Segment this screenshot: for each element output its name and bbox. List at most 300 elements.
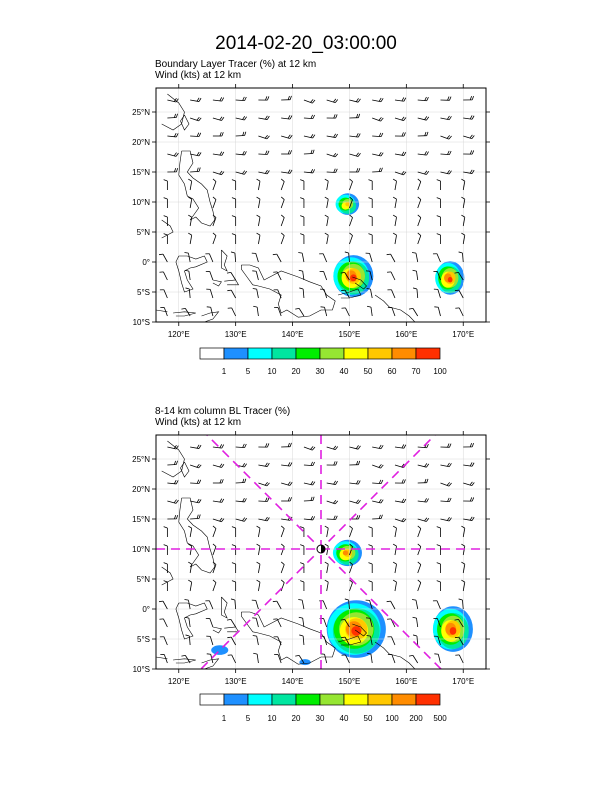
wind-barb (433, 254, 441, 262)
wind-barb (236, 498, 247, 502)
y-tick-label: 25°N (132, 455, 150, 464)
wind-barb (395, 479, 405, 483)
wind-barb (395, 117, 406, 121)
wind-barb (167, 133, 178, 137)
plume-layer (211, 540, 473, 665)
wind-barb (463, 443, 473, 447)
wind-barb (393, 526, 396, 537)
wind-barb (327, 500, 338, 504)
wind-barb (164, 180, 168, 190)
y-tick-label: 10°N (132, 545, 150, 554)
x-tick-label: 160°E (395, 677, 418, 686)
wind-barb (349, 580, 352, 591)
wind-barb (213, 479, 223, 483)
wind-barb (167, 168, 177, 172)
wind-barb (213, 179, 216, 190)
colorbar-box (200, 348, 224, 359)
wind-barb (327, 446, 338, 450)
wind-barb (304, 115, 315, 119)
wind-barb (258, 96, 268, 100)
wind-barb (281, 443, 291, 447)
wind-barb (304, 134, 315, 138)
wind-barb (325, 580, 328, 591)
wind-barb (327, 169, 338, 173)
wind-barb (281, 482, 292, 486)
wind-barbs (159, 96, 474, 316)
colorbar-box (320, 694, 344, 705)
wind-barb (160, 290, 168, 298)
wind-barb (167, 153, 178, 157)
wind-barb (213, 171, 224, 175)
wind-barb (295, 308, 304, 316)
wind-barb (393, 215, 396, 226)
wind-barb (349, 480, 360, 484)
y-tick-label: 20°N (132, 138, 150, 147)
wind-barb (281, 150, 291, 154)
coastline (213, 280, 222, 286)
wind-barb (213, 464, 224, 468)
wind-barb (227, 619, 236, 627)
wind-barb (440, 97, 451, 101)
wind-barb (440, 151, 451, 155)
wind-barb (213, 117, 224, 121)
wind-barb (463, 482, 474, 486)
wind-barb (304, 516, 315, 520)
wind-barb (325, 197, 328, 208)
wind-barb (257, 197, 260, 208)
wind-barb (349, 168, 359, 172)
wind-barb (253, 653, 258, 663)
colorbar-label: 200 (409, 714, 423, 723)
x-tick-label: 140°E (281, 677, 304, 686)
colorbar-box (296, 348, 320, 359)
plume-level (343, 550, 348, 555)
wind-barb (184, 252, 190, 262)
wind-barb (281, 197, 284, 208)
wind-barb (325, 526, 328, 537)
wind-barb (164, 527, 168, 537)
wind-barb (437, 581, 441, 591)
wind-barb (258, 116, 269, 120)
wind-barb (160, 637, 168, 645)
x-tick-label: 130°E (224, 677, 247, 686)
tracer-plume-4 (211, 645, 228, 655)
wind-barb (418, 215, 421, 226)
wind-barb (304, 169, 315, 173)
wind-barb (206, 636, 213, 645)
wind-barb (258, 482, 269, 486)
wind-barb (257, 526, 260, 537)
wind-barb (258, 151, 269, 155)
panel-1 (132, 84, 490, 376)
wind-barb (274, 637, 282, 645)
wind-barb (349, 133, 360, 137)
wind-barb (236, 151, 247, 155)
wind-barb (463, 170, 474, 174)
x-tick-label: 170°E (452, 677, 475, 686)
wind-barb (281, 179, 284, 190)
wind-barb (231, 252, 236, 262)
coastline (173, 659, 196, 663)
wind-barb (273, 601, 281, 609)
wind-barb (188, 179, 191, 190)
wind-barb (300, 581, 304, 591)
wind-barb (167, 114, 177, 118)
wind-barb (167, 461, 177, 465)
colorbar-label: 30 (315, 367, 325, 376)
colorbar-box (200, 694, 224, 705)
colorbar-label: 50 (363, 714, 373, 723)
colorbar-label: 500 (433, 714, 447, 723)
wind-barb (252, 253, 259, 262)
wind-barb (252, 271, 258, 280)
axis-ticks (132, 84, 490, 339)
coastline (221, 250, 227, 271)
colorbar-label: 40 (339, 714, 349, 723)
colorbar-label: 20 (291, 714, 301, 723)
wind-barb (304, 150, 314, 154)
wind-barb (349, 179, 352, 190)
colorbar-label: 5 (245, 367, 251, 376)
wind-barb (412, 599, 418, 609)
wind-barb (186, 635, 191, 645)
wind-barb (281, 135, 292, 139)
coastlines (145, 94, 415, 322)
wind-barb (273, 254, 281, 262)
wind-barb (164, 563, 168, 573)
wind-barb (413, 270, 418, 280)
coastline (221, 597, 227, 618)
wind-barb (387, 619, 395, 627)
wind-barb (257, 215, 260, 226)
colorbar-box (248, 348, 272, 359)
coastline (173, 312, 196, 316)
wind-barb (393, 580, 396, 591)
wind-barb (349, 98, 360, 102)
wind-barb (412, 252, 418, 262)
wind-barb (387, 637, 395, 645)
wind-barb (159, 619, 167, 627)
wind-barb (372, 480, 383, 484)
wind-barb (232, 198, 236, 208)
wind-barb (327, 516, 338, 520)
wind-barb (393, 197, 396, 208)
wind-barb (434, 289, 441, 298)
wind-barb (368, 563, 372, 573)
wind-barb (368, 527, 372, 537)
wind-barb (232, 216, 236, 226)
wind-barb (300, 180, 304, 190)
wind-barb (463, 115, 474, 119)
wind-barb (349, 153, 360, 157)
colorbar-label: 50 (363, 367, 373, 376)
wind-barb (167, 500, 178, 504)
wind-barb (437, 234, 441, 244)
wind-barb (463, 462, 474, 466)
wind-barb (418, 562, 421, 573)
y-tick-label: 5°S (137, 288, 150, 297)
wind-barb (190, 98, 201, 102)
wind-barb (320, 289, 327, 298)
wind-barb (281, 497, 291, 501)
wind-barb (206, 289, 213, 298)
wind-barb (258, 498, 269, 502)
wind-barb (213, 499, 224, 503)
wind-barb (300, 234, 304, 244)
wind-barb (349, 215, 352, 226)
coastline (202, 659, 219, 669)
wind-barb (299, 288, 304, 298)
wind-barb (207, 654, 213, 663)
wind-barb (236, 116, 247, 120)
wind-barb (213, 152, 224, 156)
wind-barb (213, 526, 216, 537)
panel-2 (21, 249, 612, 792)
y-tick-label: 10°S (132, 665, 150, 674)
colorbar-box (344, 348, 368, 359)
wind-barb (213, 544, 216, 555)
wind-barb (387, 290, 395, 298)
wind-barb (463, 150, 473, 154)
wind-barb (325, 215, 328, 226)
cross-line-antidiagonal (21, 249, 612, 792)
wind-barb (253, 635, 259, 645)
x-tick-label: 120°E (167, 330, 190, 339)
wind-barbs (159, 443, 474, 663)
wind-barb (418, 97, 429, 101)
wind-barb (300, 216, 304, 226)
wind-barb (418, 179, 421, 190)
y-tick-label: 10°S (132, 318, 150, 327)
wind-barb (418, 518, 429, 522)
colorbar-box (416, 694, 440, 705)
y-tick-label: 0° (142, 605, 150, 614)
wind-barb (437, 545, 441, 555)
wind-barb (327, 153, 338, 157)
wind-barb (228, 655, 236, 663)
wind-barb (372, 117, 383, 121)
x-tick-label: 150°E (338, 330, 361, 339)
wind-barb (327, 134, 338, 138)
colorbar-label: 1 (221, 367, 227, 376)
wind-barb (413, 288, 418, 298)
wind-barb (258, 463, 269, 467)
colorbar-box (344, 694, 368, 705)
wind-barb (437, 180, 441, 190)
wind-barb (236, 97, 247, 101)
wind-barb (298, 252, 304, 262)
wind-barb (281, 526, 284, 537)
wind-barb (304, 497, 314, 501)
wind-barb (253, 306, 258, 316)
wind-barb (213, 233, 216, 244)
wind-barb (167, 445, 178, 449)
wind-barb (257, 562, 260, 573)
wind-barb (342, 308, 350, 316)
wind-barb (395, 499, 406, 503)
wind-barb (281, 462, 292, 466)
wind-barb (413, 617, 418, 627)
wind-barb (367, 306, 372, 316)
plume-level (450, 627, 457, 635)
wind-barb (213, 518, 224, 522)
colorbar-box (224, 348, 248, 359)
wind-barb (387, 272, 395, 280)
wind-barb (459, 252, 464, 262)
wind-barb (304, 446, 315, 450)
x-tick-label: 160°E (395, 330, 418, 339)
wind-barb (190, 168, 200, 172)
wind-barb (349, 114, 359, 118)
wind-barb (372, 499, 383, 503)
wind-barb (281, 233, 284, 244)
coastline (179, 151, 215, 226)
wind-barb (190, 480, 201, 484)
wind-barb (437, 198, 441, 208)
wind-barb (372, 133, 383, 137)
wind-barb (368, 234, 372, 244)
y-tick-label: 5°N (136, 228, 150, 237)
coastline (241, 265, 335, 317)
wind-barb (304, 481, 315, 485)
wind-barb (258, 135, 269, 139)
wind-barb (463, 517, 474, 521)
wind-barb (418, 580, 421, 591)
wind-barb (188, 562, 191, 573)
colorbar-box (392, 348, 416, 359)
wind-barb (188, 197, 191, 208)
wind-barb (159, 254, 167, 262)
wind-barb (437, 216, 441, 226)
wind-barb (281, 215, 284, 226)
x-tick-label: 150°E (338, 677, 361, 686)
wind-barb (393, 179, 396, 190)
wind-barb (440, 482, 451, 486)
wind-barb (281, 562, 284, 573)
wind-barb (164, 234, 168, 244)
wind-barb (463, 497, 473, 501)
wind-barb (455, 655, 463, 663)
x-tick-label: 130°E (224, 330, 247, 339)
wind-barb (388, 307, 395, 316)
wind-barb (188, 526, 191, 537)
wind-barb (236, 444, 247, 448)
colorbar-label: 10 (267, 367, 277, 376)
wind-barb (236, 171, 247, 175)
tracer-plume-3 (433, 606, 473, 652)
wind-barb (281, 96, 291, 100)
wind-barb (236, 132, 246, 136)
wind-barb (327, 99, 338, 103)
wind-barb (372, 98, 383, 102)
wind-barb (274, 290, 282, 298)
wind-barb (167, 515, 177, 519)
wind-barb (304, 99, 315, 103)
wind-barb (395, 132, 405, 136)
wind-barb (319, 254, 327, 262)
wind-barb (164, 581, 168, 591)
wind-barb (206, 618, 213, 627)
colorbar-box (368, 694, 392, 705)
panel1-subtitle: Wind (kts) at 12 km (155, 70, 242, 81)
y-tick-label: 15°N (132, 168, 150, 177)
wind-barb (372, 168, 382, 172)
wind-barb (257, 580, 260, 591)
y-tick-label: 20°N (132, 485, 150, 494)
wind-barb (395, 444, 406, 448)
wind-barb (418, 116, 429, 120)
wind-barb (418, 526, 421, 537)
gridlines (156, 88, 486, 322)
wind-barb (213, 97, 224, 101)
wind-barb (349, 233, 352, 244)
panel2-subtitle: Wind (kts) at 12 km (155, 417, 242, 428)
y-tick-label: 25°N (132, 108, 150, 117)
wind-barb (188, 580, 191, 591)
wind-barb (418, 171, 429, 175)
wind-barb (372, 464, 383, 468)
wind-barb (327, 114, 337, 118)
wind-barb (368, 216, 372, 226)
wind-barb (409, 308, 418, 316)
plume-layer (333, 193, 464, 297)
wind-barb (349, 526, 352, 537)
wind-barb (349, 500, 360, 504)
wind-barb (395, 152, 406, 156)
plume-level (211, 645, 228, 655)
wind-barb (325, 233, 328, 244)
colorbar-box (272, 348, 296, 359)
panel2-title: 8-14 km column BL Tracer (%) (155, 406, 291, 417)
colorbar-box (320, 348, 344, 359)
wind-barb (418, 479, 428, 483)
colorbar-box (392, 694, 416, 705)
storm-symbol (317, 545, 325, 553)
wind-barb (252, 618, 258, 627)
wind-barb (368, 581, 372, 591)
colorbar-label: 70 (411, 367, 421, 376)
wind-barb (190, 445, 201, 449)
panel1-title: Boundary Layer Tracer (%) at 12 km (155, 59, 317, 70)
wind-barb (434, 654, 440, 663)
y-tick-label: 15°N (132, 515, 150, 524)
wind-barb (418, 233, 421, 244)
wind-barb (372, 515, 382, 519)
wind-barb (327, 461, 337, 465)
wind-barb (455, 308, 463, 316)
x-tick-label: 170°E (452, 330, 475, 339)
wind-barb (418, 151, 429, 155)
wind-barb (440, 463, 451, 467)
wind-barb (304, 462, 315, 466)
wind-barb (236, 479, 246, 483)
wind-barb (372, 445, 383, 449)
wind-barb (388, 654, 395, 663)
wind-barb (387, 254, 395, 262)
wind-barb (433, 601, 441, 609)
wind-barb (321, 307, 327, 316)
wind-barb (190, 515, 200, 519)
wind-barb (257, 179, 260, 190)
colorbar-box (248, 694, 272, 705)
wind-barb (368, 180, 372, 190)
wind-barb (395, 97, 406, 101)
wind-barb (167, 480, 178, 484)
colorbar-box (272, 694, 296, 705)
wind-barb (349, 461, 359, 465)
wind-barb (300, 545, 304, 555)
plume-level (448, 277, 453, 283)
